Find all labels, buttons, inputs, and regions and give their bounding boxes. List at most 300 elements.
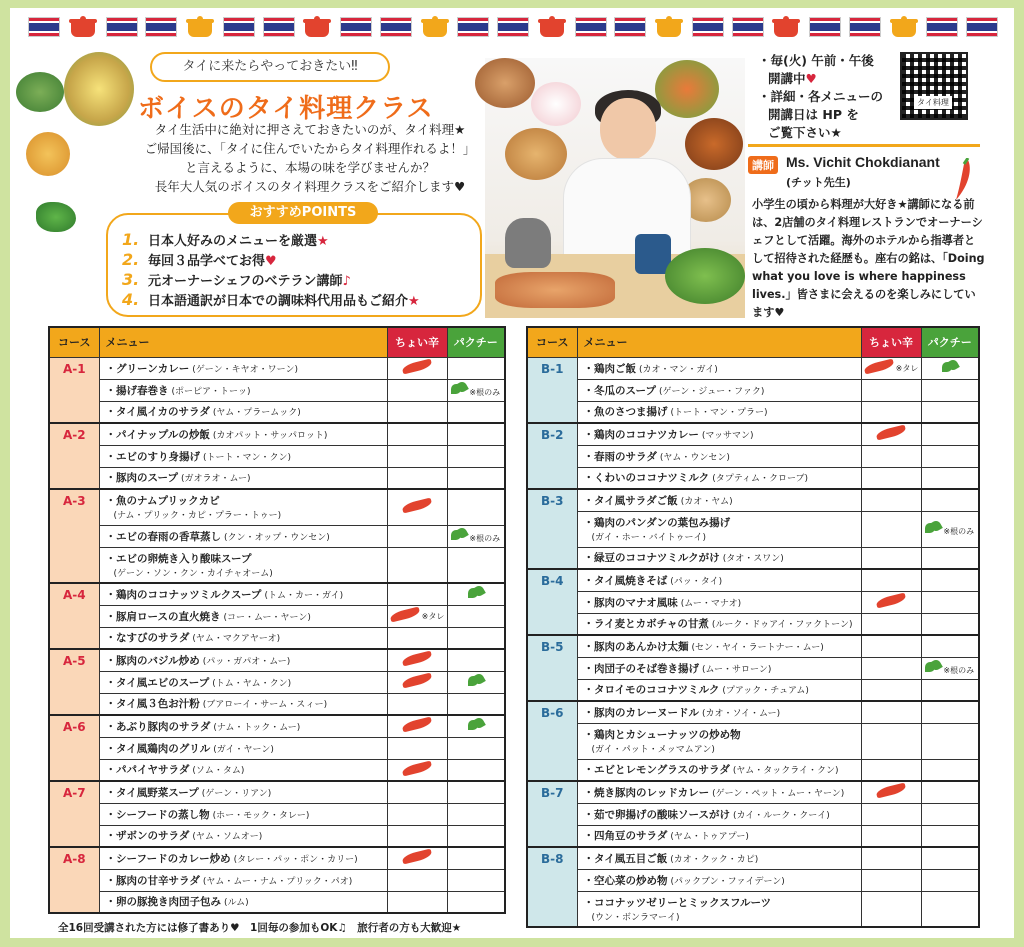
spicy-cell: [861, 657, 921, 679]
menu-item-name: ・シーフードのカレー炒め: [105, 852, 231, 865]
menu-item-name: ・エビの卵焼き入り酸味スープ: [105, 552, 252, 565]
menu-item-thai-name: (ヤム・ムー・ナム・プリック・パオ): [202, 876, 353, 887]
table-row: [527, 357, 979, 379]
spicy-cell: [387, 627, 447, 649]
menu-item-name: ・ザボンのサラダ: [105, 830, 190, 843]
thai-flag-icon: [732, 17, 764, 37]
spicy-cell: [861, 869, 921, 891]
spicy-cell: [387, 445, 447, 467]
course-code: A-4: [49, 583, 99, 649]
menu-item-name: ・空心菜の炒め物: [583, 874, 668, 887]
menu-item: [99, 489, 387, 525]
coriander-cell: [921, 401, 979, 423]
thai-flag-icon: [809, 17, 841, 37]
menu-item: [99, 781, 387, 803]
menu-item-thai-name: (ゲーン・キヤオ・ワーン): [192, 364, 298, 375]
menu-item-thai-name: (ゲーン・ジュー・ファク): [658, 386, 765, 397]
menu-item-thai-name: (マッサマン): [701, 430, 754, 441]
menu-item: [577, 511, 861, 547]
mortar-image: [505, 218, 551, 268]
menu-item: [577, 781, 861, 803]
spicy-cell: [861, 679, 921, 701]
coriander-cell: [921, 547, 979, 569]
chili-icon: [401, 760, 432, 776]
coriander-icon: [468, 718, 484, 732]
coriander-cell: [447, 803, 505, 825]
table-row: [49, 583, 505, 605]
menu-item-name: ・焼き豚肉のレッドカレー: [583, 786, 710, 799]
spicy-cell: [861, 357, 921, 379]
dish-image: [531, 82, 581, 126]
course-code: A-2: [49, 423, 99, 489]
table-row: [49, 891, 505, 913]
menu-item: [99, 423, 387, 445]
course-code: A-3: [49, 489, 99, 583]
table-row: [49, 715, 505, 737]
menu-item: [99, 803, 387, 825]
menu-item-name: ・エビとレモングラスのサラダ: [583, 764, 730, 777]
dish-image: [655, 60, 719, 118]
subtitle-banner: タイに来たらやっておきたい‼: [150, 52, 390, 82]
menu-item-name: ・あぶり豚肉のサラダ: [105, 720, 211, 733]
coriander-cell: [921, 847, 979, 869]
table-row: [49, 547, 505, 583]
table-row: [49, 467, 505, 489]
spicy-cell: [861, 847, 921, 869]
coriander-icon: [468, 674, 484, 688]
menu-header: メニュー: [99, 327, 387, 357]
spicy-cell: [861, 759, 921, 781]
menu-item-name: ・豚肉のバジル炒め: [105, 654, 200, 667]
menu-item-name: ・タイ風野菜スープ: [105, 786, 199, 799]
coriander-icon: [925, 660, 941, 674]
menu-item-name: ・鶏肉のココナッツミルクスープ: [105, 588, 262, 601]
thai-flag-icon: [614, 17, 646, 37]
course-header: コース: [49, 327, 99, 357]
chili-icon: [401, 498, 432, 514]
menu-item-name: ・なすびのサラダ: [105, 632, 190, 645]
chili-icon: [401, 651, 432, 667]
point-text: 元オーナーシェフのベテラン講師: [148, 274, 343, 289]
table-row: [527, 701, 979, 723]
thai-flag-icon: [966, 17, 998, 37]
coriander-note: ※根のみ: [469, 534, 501, 543]
menu-item-thai-name: (トート・マン・プラー): [670, 408, 768, 419]
coriander-cell: [921, 635, 979, 657]
coriander-cell: [921, 825, 979, 847]
menu-item: [99, 825, 387, 847]
qr-code-icon[interactable]: [900, 52, 968, 120]
menu-item: [99, 869, 387, 891]
coriander-cell: [447, 737, 505, 759]
menu-item-thai-name: (カオ・マン・ガイ): [639, 364, 718, 375]
thai-flag-icon: [497, 17, 529, 37]
menu-item: [99, 445, 387, 467]
course-code: A-6: [49, 715, 99, 781]
dish-image: [505, 128, 567, 180]
points-list: [122, 230, 420, 310]
coriander-cell: [447, 379, 505, 401]
menu-item-thai-name: (ゲーン・ソン・クン・カイチャオーム): [113, 568, 273, 579]
menu-item-thai-name: (ナム・プリック・カピ・プラー・トゥー): [113, 511, 282, 522]
coriander-cell: [921, 657, 979, 679]
menu-item-name: ・緑豆のココナツミルクがけ: [583, 552, 720, 565]
table-row: [527, 613, 979, 635]
coriander-icon: [451, 528, 467, 542]
divider: [748, 144, 980, 147]
table-row: [527, 423, 979, 445]
spicy-cell: [861, 467, 921, 489]
course-code: B-2: [527, 423, 577, 489]
menu-item-thai-name: (パッ・タイ): [670, 576, 723, 587]
spicy-cell: [387, 423, 447, 445]
coriander-cell: [921, 357, 979, 379]
table-row: [49, 649, 505, 671]
menu-item-thai-name: (クン・オップ・ウンセン): [224, 532, 330, 543]
menu-item-thai-name: (カオ・クック・カピ): [670, 854, 759, 865]
course-table-a: [48, 326, 506, 914]
spicy-cell: [387, 401, 447, 423]
thai-flag-icon: [145, 17, 177, 37]
point-number: 4.: [122, 290, 140, 309]
table-row: [49, 781, 505, 803]
coriander-cell: [447, 781, 505, 803]
thai-flag-icon: [340, 17, 372, 37]
menu-item: [577, 423, 861, 445]
menu-item: [577, 723, 861, 759]
spicy-cell: [861, 489, 921, 511]
table-row: [49, 847, 505, 869]
chili-icon: [401, 849, 432, 865]
menu-item-name: ・パパイヤサラダ: [105, 764, 190, 777]
menu-item-thai-name: (ナム・トック・ムー): [213, 722, 301, 733]
menu-item: [577, 847, 861, 869]
menu-item: [577, 679, 861, 701]
menu-item-name: ・タロイモのココナツミルク: [583, 684, 720, 697]
table-row: [527, 591, 979, 613]
table-row: [49, 401, 505, 423]
table-row: [49, 627, 505, 649]
table-row: [527, 759, 979, 781]
table-row: [527, 803, 979, 825]
spicy-cell: [861, 511, 921, 547]
menu-item-name: ・シーフードの蒸し物: [105, 808, 210, 821]
spicy-cell: [387, 737, 447, 759]
table-row: [527, 723, 979, 759]
intro-text: [130, 120, 490, 196]
schedule-line: 開講日は HP を: [768, 107, 859, 122]
table-row: [527, 379, 979, 401]
table-row: [527, 847, 979, 869]
point-mark: ♪: [342, 274, 351, 289]
menu-item-name: ・タイ風五目ご飯: [583, 852, 668, 865]
ingredients-image: [495, 272, 615, 308]
menu-item-thai-name: (プアック・チュアム): [722, 686, 809, 697]
menu-item: [577, 489, 861, 511]
table-row: [527, 891, 979, 927]
coriander-cell: [447, 825, 505, 847]
coriander-cell: [921, 803, 979, 825]
menu-item: [99, 715, 387, 737]
menu-item-thai-name: (コー・ムー・ヤーン): [223, 612, 311, 623]
menu-item: [577, 569, 861, 591]
menu-item-name: ・冬瓜のスープ: [583, 384, 656, 397]
point-number: 1.: [122, 230, 140, 249]
table-row: [49, 671, 505, 693]
table-row: [49, 693, 505, 715]
menu-item: [577, 803, 861, 825]
spicy-cell: [861, 613, 921, 635]
menu-item-thai-name: (ヤム・マクアヤーオ): [192, 634, 281, 645]
teacher-bio: 小学生の頃から料理が大好き★講師になる前は、2店舗のタイ料理レストランでオーナーシェフとして活躍。海外のホテルから指導者として招待された経歴も。座右の銘は、「Doing what you love is where happiness lives.」皆さまに会えるのを楽しみにしています♥: [752, 198, 985, 319]
spicy-cell: [861, 891, 921, 927]
pot-icon: [420, 16, 450, 38]
menu-item: [99, 671, 387, 693]
spicy-cell: [387, 759, 447, 781]
menu-item-thai-name: (セン・ヤイ・ラートナー・ムー): [691, 642, 824, 653]
spicy-cell: [861, 591, 921, 613]
course-code: B-7: [527, 781, 577, 847]
point-number: 2.: [122, 250, 140, 269]
table-row: [49, 525, 505, 547]
coriander-cell: [447, 759, 505, 781]
intro-line: ご帰国後に、「タイに住んでいたからタイ料理作れるよ！」: [144, 141, 476, 156]
coriander-cell: [447, 869, 505, 891]
table-row: [49, 825, 505, 847]
menu-item-name: ・卵の豚挽き肉団子包み: [105, 896, 221, 909]
table-row: [49, 737, 505, 759]
menu-item: [99, 627, 387, 649]
class-flyer: [10, 8, 1014, 938]
coriander-header: パクチー: [447, 327, 505, 357]
point-item: [122, 290, 420, 310]
coriander-cell: [447, 357, 505, 379]
coriander-cell: [447, 693, 505, 715]
spicy-cell: [387, 583, 447, 605]
pot-icon: [537, 16, 567, 38]
thai-flag-icon: [926, 17, 958, 37]
menu-item-name: ・鶏肉ご飯: [583, 362, 636, 375]
thai-flag-icon: [692, 17, 724, 37]
spicy-cell: [387, 847, 447, 869]
table-row: [49, 379, 505, 401]
coriander-cell: [447, 547, 505, 583]
course-code: B-8: [527, 847, 577, 927]
coriander-cell: [921, 759, 979, 781]
vegetables-image: [665, 248, 745, 304]
menu-item-name: ・魚のさつま揚げ: [583, 406, 668, 419]
menu-header: メニュー: [577, 327, 861, 357]
menu-item-name: ・くわいのココナツミルク: [583, 472, 710, 485]
coriander-cell: [447, 489, 505, 525]
course-code: B-6: [527, 701, 577, 781]
spicy-cell: [861, 569, 921, 591]
point-item: [122, 230, 420, 250]
table-row: [49, 605, 505, 627]
coriander-cell: [921, 891, 979, 927]
chili-icon: [875, 783, 906, 799]
coriander-cell: [921, 379, 979, 401]
point-item: [122, 270, 420, 290]
spicy-header: ちょい辛: [387, 327, 447, 357]
leaf-decoration-icon: [36, 202, 76, 232]
page-title: ボイスのタイ料理クラス: [138, 94, 434, 124]
menu-item-name: ・肉団子のそば巻き揚げ: [583, 662, 699, 675]
menu-item-thai-name: (カオ・ヤム): [680, 496, 733, 507]
table-row: [527, 569, 979, 591]
course-code: A-8: [49, 847, 99, 913]
coriander-cell: [447, 847, 505, 869]
table-row: [49, 869, 505, 891]
menu-item-thai-name: (ヤム・ソムオー): [192, 832, 263, 843]
coriander-cell: [921, 423, 979, 445]
menu-item-thai-name: (カオ・ソイ・ムー): [702, 708, 781, 719]
menu-item: [99, 759, 387, 781]
menu-item-name: ・タイ風３色お汁粉: [105, 698, 200, 711]
intro-line: タイ生活中に絶対に押さえておきたいのが、タイ料理★: [154, 122, 466, 137]
spicy-cell: [861, 445, 921, 467]
menu-item: [99, 649, 387, 671]
menu-item-thai-name: (カオパット・サッパロット): [212, 430, 328, 441]
spicy-cell: [861, 701, 921, 723]
point-text: 日本人好みのメニューを厳選: [148, 234, 318, 249]
person-shirt: [563, 158, 691, 268]
schedule-line: ・詳細・各メニューの: [758, 89, 884, 104]
chili-icon: [401, 717, 432, 733]
chili-icon: [863, 359, 894, 375]
menu-item-thai-name: (タレー・パッ・ポン・カリー): [233, 854, 358, 865]
spicy-cell: [861, 379, 921, 401]
point-number: 3.: [122, 270, 140, 289]
spicy-cell: [861, 825, 921, 847]
chili-icon: [875, 593, 906, 609]
menu-item: [99, 401, 387, 423]
menu-item-thai-name: (ヤム・プラームック): [212, 408, 301, 419]
instructor-photo: [485, 58, 745, 318]
thai-flag-icon: [575, 17, 607, 37]
point-text: 日本語通訳が日本での調味料代用品もご紹介: [148, 294, 409, 309]
coriander-note: ※根のみ: [943, 666, 975, 675]
table-row: [527, 657, 979, 679]
menu-item: [577, 401, 861, 423]
spicy-cell: [387, 467, 447, 489]
table-row: [527, 467, 979, 489]
menu-item-name: ・豚肉のマナオ風味: [583, 596, 678, 609]
table-row: [527, 679, 979, 701]
pot-icon: [185, 16, 215, 38]
menu-item: [99, 737, 387, 759]
menu-item: [99, 891, 387, 913]
footer-note: 全16回受講された方には修了書あり♥ 1回毎の参加もOK♫ 旅行者の方も大歓迎★: [58, 922, 462, 934]
menu-item-name: ・魚のナムプリックカピ: [105, 495, 220, 508]
menu-item: [577, 467, 861, 489]
menu-item-name: ・豚肉のスープ: [105, 472, 178, 485]
dish-image: [475, 58, 535, 108]
spicy-cell: [387, 605, 447, 627]
table-row: [527, 511, 979, 547]
menu-item-thai-name: (パックブン・ファイデーン): [670, 876, 785, 887]
spicy-cell: [387, 649, 447, 671]
menu-item-thai-name: (トート・マン・クン): [203, 452, 292, 463]
coriander-cell: [921, 679, 979, 701]
menu-item-name: ・鶏肉のパンダンの葉包み揚げ: [583, 517, 731, 529]
teacher-name: Ms. Vichit Chokdianant: [786, 154, 940, 170]
intro-line: 長年大人気のボイスのタイ料理クラスをご紹介します♥: [154, 179, 466, 194]
spicy-cell: [387, 891, 447, 913]
spicy-cell: [861, 635, 921, 657]
coriander-cell: [447, 401, 505, 423]
food-photo-left: [16, 52, 136, 242]
menu-item-thai-name: (パッ・ガパオ・ムー): [202, 656, 291, 667]
menu-item-name: ・タイ風焼きそば: [583, 574, 668, 587]
schedule-line: ご覧下さい★: [768, 125, 842, 140]
course-table-b: [526, 326, 980, 928]
menu-item: [99, 583, 387, 605]
spicy-cell: [387, 379, 447, 401]
menu-item-thai-name: (ガイ・ヤーン): [213, 744, 274, 755]
spicy-cell: [861, 547, 921, 569]
point-item: [122, 250, 420, 270]
menu-item-thai-name: (ガイ・ホー・バイトゥーイ): [591, 533, 707, 543]
menu-item-name: ・春雨のサラダ: [583, 450, 657, 463]
menu-item: [99, 379, 387, 401]
menu-item-thai-name: (ポーピア・トーッ): [171, 386, 251, 397]
course-code: B-1: [527, 357, 577, 423]
menu-item-thai-name: (ウン・ボンラマーイ): [591, 912, 680, 923]
menu-item-thai-name: (ブアローイ・サーム・スィー): [202, 700, 328, 711]
coriander-cell: [447, 649, 505, 671]
coriander-cell: [921, 781, 979, 803]
spicy-cell: [387, 715, 447, 737]
menu-item-name: ・タイ風鶏肉のグリル: [105, 742, 211, 755]
menu-item: [99, 357, 387, 379]
menu-item-thai-name: (トム・カー・ガイ): [264, 590, 344, 601]
menu-item-name: ・タイ風イカのサラダ: [105, 406, 210, 419]
spicy-header: ちょい辛: [861, 327, 921, 357]
menu-item: [99, 693, 387, 715]
menu-item: [99, 847, 387, 869]
coriander-cell: [447, 445, 505, 467]
menu-item: [577, 591, 861, 613]
spicy-cell: [387, 547, 447, 583]
coriander-icon: [451, 382, 467, 396]
menu-item-thai-name: (ガオラオ・ムー): [180, 474, 251, 485]
menu-item-name: ・鶏肉とカシューナッツの炒め物: [583, 729, 741, 741]
menu-item-name: ・エビのすり身揚げ: [105, 450, 200, 463]
point-mark: ★: [317, 234, 329, 249]
coriander-note: ※根のみ: [943, 527, 975, 536]
spicy-cell: [861, 423, 921, 445]
schedule-line: 開講中♥: [768, 71, 817, 86]
coriander-icon: [925, 521, 941, 535]
coriander-cell: [921, 701, 979, 723]
point-text: 毎回３品学べてお得: [148, 254, 266, 269]
menu-item-name: ・エビの春雨の香草蒸し: [105, 530, 221, 543]
coriander-cell: [921, 569, 979, 591]
coriander-icon: [468, 586, 484, 600]
menu-item-thai-name: (タオ・スワン): [722, 554, 784, 565]
menu-item-thai-name: (ソム・タム): [192, 766, 245, 777]
menu-item: [99, 547, 387, 583]
coriander-cell: [447, 671, 505, 693]
menu-item-name: ・グリーンカレー: [105, 362, 190, 375]
menu-item: [99, 467, 387, 489]
coriander-cell: [921, 723, 979, 759]
menu-item-name: ・豚肉のあんかけ太麺: [583, 640, 689, 653]
person-face: [600, 98, 656, 160]
menu-item-name: ・ココナッツゼリーとミックスフルーツ: [583, 896, 772, 909]
coriander-icon: [942, 360, 958, 374]
